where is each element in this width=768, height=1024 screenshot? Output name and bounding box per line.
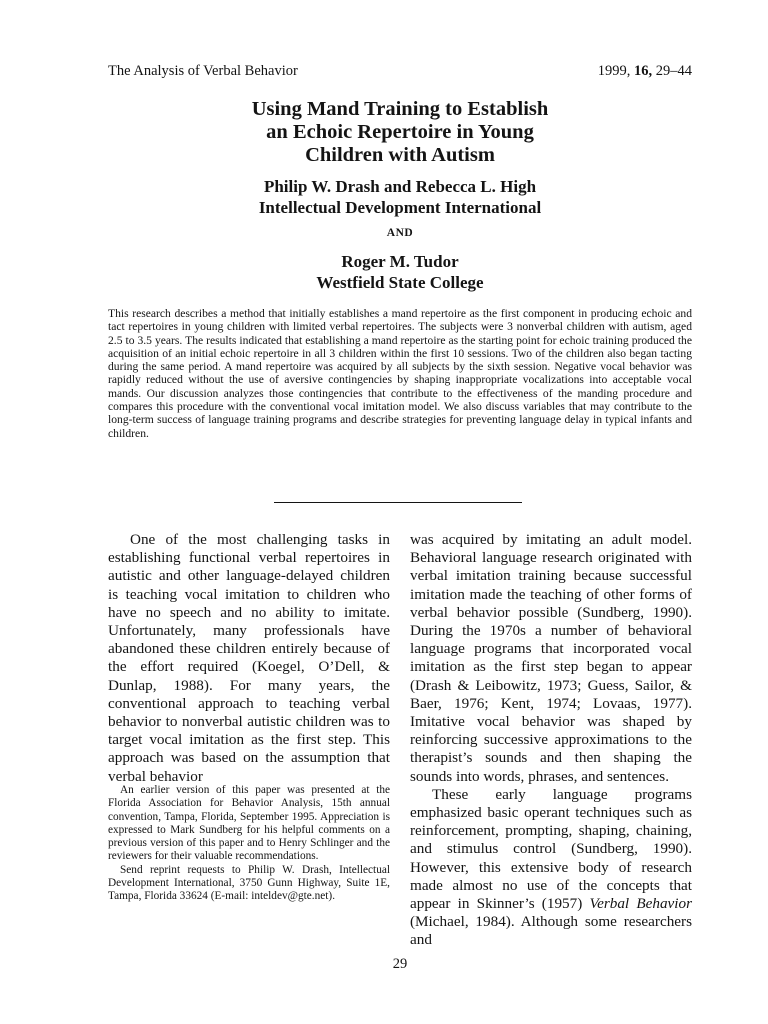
footnote-acknowledgment: An earlier version of this paper was presented at the Florida Association for Behavior Analysis, 15th annual convention, Tampa, Florida, September 1995. Appreciation is expressed to Mark Sundberg for his helpful comments on a previous version of this paper and to Henry Schlinger and the reviewers for their valuable recommendations. bbox=[108, 784, 390, 863]
citation-volume: 16, bbox=[634, 63, 653, 79]
body-paragraph bbox=[410, 786, 692, 950]
author-block-1 bbox=[0, 176, 768, 218]
body-column-right bbox=[410, 531, 692, 950]
title-line: Children with Autism bbox=[305, 144, 495, 166]
title-line: Using Mand Training to Establish bbox=[251, 98, 549, 120]
section-divider bbox=[274, 502, 522, 503]
body-column-left bbox=[108, 531, 390, 786]
title-line: an Echoic Repertoire in Young bbox=[266, 121, 534, 143]
body-paragraph: One of the most challenging tasks in establishing functional verbal repertoires in autistic and other language-delayed children is teaching vocal imitation to children who have no speech and no ability to imitate. Unfortunately, many professionals have abandoned these children entirely because of the effort required (Koegel, O’Dell, & Dunlap, 1988). For many years, the conventional approach to teaching verbal behavior to nonverbal autistic children was to target vocal imitation as the first step. This approach was based on the assumption that verbal behavior bbox=[108, 531, 390, 785]
author-names: Philip W. Drash and Rebecca L. High bbox=[263, 177, 537, 196]
abstract: This research describes a method that initially establishes a mand repertoire as the first component in producing echoic and tact repertoires in young children with limited verbal repertoires. The subjects were 3 nonverbal children with autism, aged 2.5 to 3.5 years. The results indicated that establishing a mand repertoire as the starting point for echoic training produced the acquisition of an initial echoic repertoire in all 3 children within the first 10 sessions. Two of the children also began tacting during the same period. A mand repertoire was acquired by all subjects by the sixth session. Negative vocal behavior was rapidly reduced without the use of aversive contingencies by shaping inappropriate vocalizations into acceptable vocal mands. Our discussion analyzes those contingencies that contribute to the effectiveness of the manding procedure and compares this procedure with the conventional vocal imitation model. We also discuss variables that may contribute to the long-term success of language training programs and describe strategies for preventing language delay in typical infants and children. bbox=[108, 307, 692, 440]
author-names: Roger M. Tudor bbox=[341, 252, 459, 271]
article-title bbox=[0, 98, 768, 167]
footnote-reprint: Send reprint requests to Philip W. Drash, Intellectual Development International, 3750 Gunn Highway, Suite 1E, Tampa, Florida 33624 (E-mail: inteldev@gte.net). bbox=[108, 863, 390, 903]
author-affiliation: Westfield State College bbox=[316, 273, 484, 292]
journal-name: The Analysis of Verbal Behavior bbox=[108, 63, 298, 79]
author-conjunction: AND bbox=[386, 227, 414, 239]
citation-pages: 29–44 bbox=[655, 63, 692, 79]
running-head bbox=[108, 62, 692, 80]
body-paragraph: was acquired by imitating an adult model. Behavioral language research originated with verbal imitation training because successful imitation made the teaching of other forms of verbal behavior possible (Sundberg, 1990). During the 1970s a number of behavioral language programs that incorporated vocal imitation as the first step began to appear (Drash & Leibowitz, 1973; Guess, Sailor, & Baer, 1976; Kent, 1974; Lovaas, 1977). Imitative vocal behavior was shaped by reinforcing successive approximations to the therapist’s sounds and then shaping the sounds into words, phrases, and sentences. bbox=[410, 531, 692, 785]
author-affiliation: Intellectual Development International bbox=[258, 198, 542, 217]
footnotes bbox=[108, 784, 390, 904]
citation bbox=[598, 62, 692, 80]
book-title: Verbal Behavior bbox=[589, 895, 692, 913]
body-text: (Michael, 1984). Although some researchers and bbox=[410, 913, 692, 949]
author-block-2 bbox=[0, 251, 768, 293]
body-text: These early language programs emphasized basic operant techniques such as reinforcement, prompting, shaping, chaining, and stimulus control (Sundberg, 1990). However, this extensive body of research made almost no use of the concepts that appear in Skinner’s (1957) bbox=[410, 785, 692, 913]
page-number: 29 bbox=[392, 956, 408, 972]
citation-year: 1999, bbox=[597, 63, 631, 79]
